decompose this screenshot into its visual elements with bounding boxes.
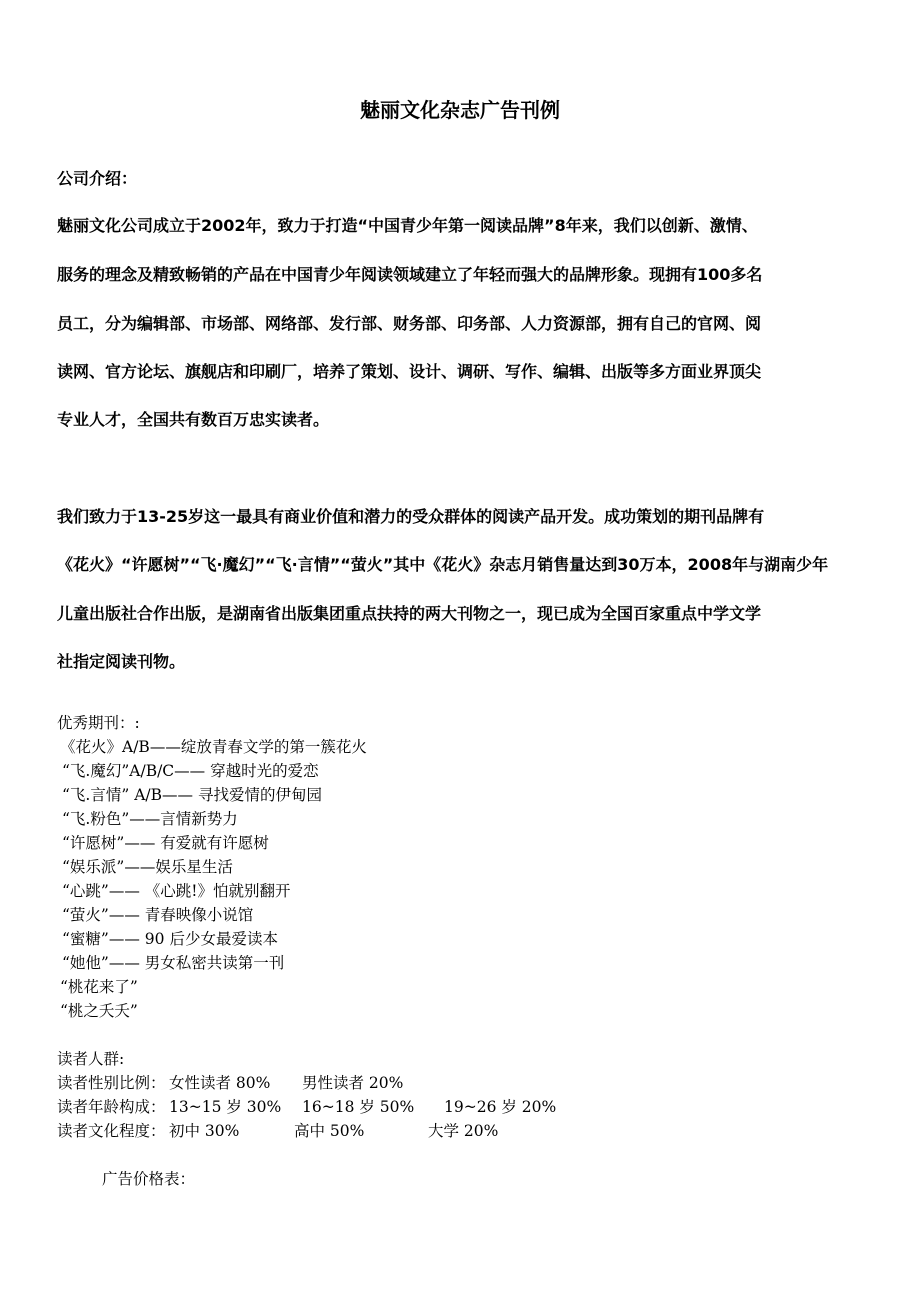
- magazine-name: “娱乐派”: [62, 858, 125, 876]
- magazine-name: “飞.粉色”: [62, 810, 130, 828]
- gender-label: 读者性别比例：: [57, 1074, 166, 1092]
- separator: ——: [174, 762, 211, 780]
- paragraph-line: 我们致力于13-25岁这一最具有商业价值和潜力的受众群体的阅读产品开发。成功策划的期刊品牌有: [57, 507, 765, 526]
- magazine-item: [62, 903, 253, 925]
- magazine-name: “蜜糖”: [62, 930, 109, 948]
- separator: ——: [129, 810, 161, 828]
- gender-female: 女性读者 80%: [169, 1074, 271, 1092]
- education-senior: 高中 50%: [294, 1122, 365, 1140]
- magazine-item: [60, 735, 367, 757]
- paragraph-line: 儿童出版社合作出版，是湖南省出版集团重点扶持的两大刊物之一，现已成为全国百家重点中学文学: [57, 604, 762, 623]
- magazine-slogan: 言情新势力: [160, 810, 238, 828]
- magazine-slogan: 娱乐星生活: [155, 858, 233, 876]
- separator: ——: [108, 882, 145, 900]
- magazine-name: 《花火》: [60, 738, 123, 756]
- magazine-slogan: 有爱就有许愿树: [160, 834, 269, 852]
- document-title: 魅丽文化杂志广告刊例: [360, 98, 560, 122]
- gender-male: 男性读者 20%: [302, 1074, 404, 1092]
- price-table-heading: 广告价格表：: [102, 1170, 196, 1188]
- magazine-item: [60, 975, 138, 997]
- education-label: 读者文化程度：: [57, 1122, 166, 1140]
- paragraph-line: 专业人才，全国共有数百万忠实读者。: [57, 410, 330, 429]
- magazine-item: [62, 783, 322, 805]
- readers-heading: 读者人群:: [57, 1050, 125, 1068]
- magazine-slogan: 90 后少女最爱读本: [144, 930, 278, 948]
- magazine-name: “桃花来了”: [60, 978, 138, 996]
- magazine-name: “她他”: [62, 954, 109, 972]
- magazine-item: [62, 759, 319, 781]
- paragraph-line: 魅丽文化公司成立于2002年，致力于打造“中国青少年第一阅读品牌”8年来，我们以创新、激情、: [57, 216, 758, 235]
- separator: ——: [162, 786, 198, 804]
- separator: ——: [108, 954, 145, 972]
- magazine-item: [62, 807, 238, 829]
- education-junior: 初中 30%: [169, 1122, 240, 1140]
- magazine-item: [62, 831, 269, 853]
- education-college: 大学 20%: [428, 1122, 499, 1140]
- magazine-name: “萤火”: [62, 906, 109, 924]
- magazine-edition: A/B/C: [129, 762, 175, 780]
- magazine-item: [62, 855, 233, 877]
- magazine-slogan: 绽放青春文学的第一簇花火: [180, 738, 367, 756]
- magazine-item: [62, 951, 284, 973]
- age-16-18: 16~18 岁 50%: [302, 1098, 415, 1116]
- magazine-item: [62, 879, 291, 901]
- paragraph-line: 《花火》“许愿树”“飞·魔幻”“飞·言情”“萤火”其中《花火》杂志月销售量达到30万本，2008年与湖南少年: [57, 555, 829, 574]
- paragraph-line: 员工，分为编辑部、市场部、网络部、发行部、财务部、印务部、人力资源部，拥有自己的官网、阅: [57, 314, 762, 333]
- separator: ——: [124, 858, 156, 876]
- magazine-item: [62, 927, 278, 949]
- magazine-slogan: 青春映像小说馆: [144, 906, 254, 924]
- paragraph-line: 社指定阅读刊物。: [57, 652, 186, 671]
- separator: ——: [149, 738, 181, 756]
- magazine-item: [60, 999, 138, 1021]
- age-19-26: 19~26 岁 20%: [444, 1098, 557, 1116]
- magazines-heading: 优秀期刊：:: [57, 714, 140, 732]
- separator: ——: [124, 834, 161, 852]
- magazine-edition: A/B: [134, 786, 163, 804]
- separator: ——: [108, 930, 145, 948]
- magazine-slogan: 穿越时光的爱恋: [210, 762, 319, 780]
- age-label: 读者年龄构成：: [57, 1098, 166, 1116]
- magazine-name: “飞.魔幻”: [62, 762, 130, 780]
- intro-heading: 公司介绍：: [57, 169, 138, 188]
- paragraph-line: 读网、官方论坛、旗舰店和印刷厂，培养了策划、设计、调研、写作、编辑、出版等多方面业界顶尖: [57, 362, 762, 381]
- age-13-15: 13~15 岁 30%: [169, 1098, 282, 1116]
- separator: ——: [108, 906, 145, 924]
- paragraph-line: 服务的理念及精致畅销的产品在中国青少年阅读领域建立了年轻而强大的品牌形象。现拥有100多名: [57, 265, 763, 284]
- magazine-slogan: 《心跳!》怕就别翻开: [144, 882, 291, 900]
- magazine-name: “许愿树”: [62, 834, 125, 852]
- magazine-name: “桃之夭夭”: [60, 1002, 138, 1020]
- magazine-edition: A/B: [122, 738, 150, 756]
- magazine-slogan: 寻找爱情的伊甸园: [197, 786, 322, 804]
- magazine-name: “飞.言情”: [62, 786, 135, 804]
- magazine-slogan: 男女私密共读第一刊: [144, 954, 285, 972]
- magazine-name: “心跳”: [62, 882, 109, 900]
